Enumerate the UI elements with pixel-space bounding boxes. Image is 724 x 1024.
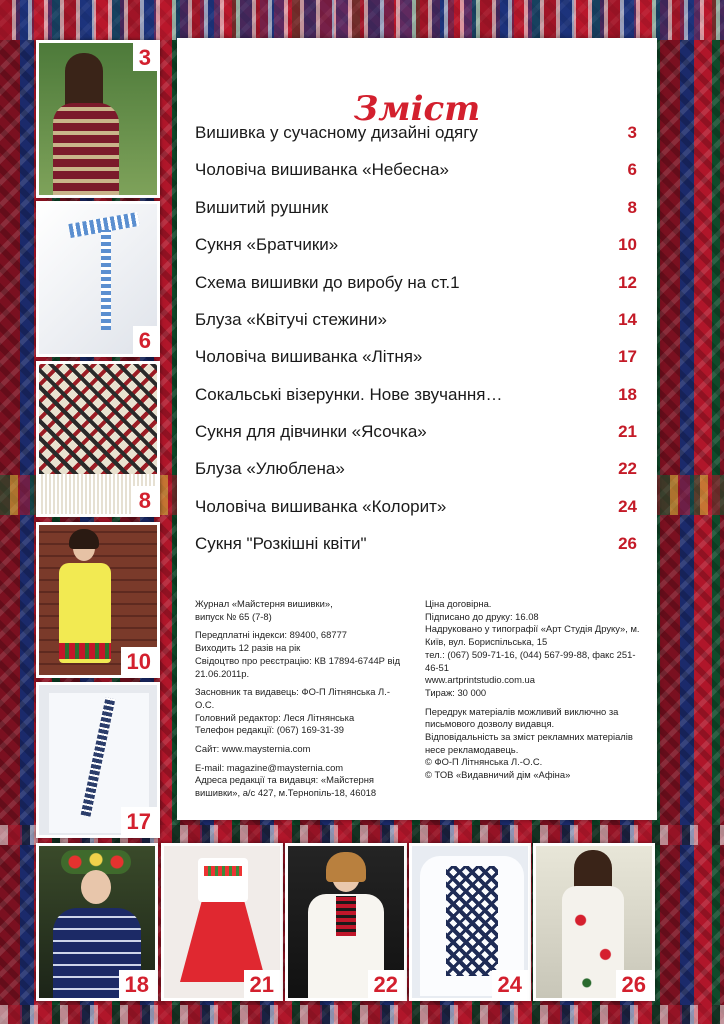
- toc-item-page: 8: [627, 198, 637, 217]
- toc-item-page: 17: [618, 347, 637, 366]
- thumb-page-6[interactable]: [36, 201, 160, 357]
- imprint-line: Надруковано у типографії «Арт Студія Друку», м. Київ, вул. Бориспільська, 15: [425, 623, 643, 648]
- thumb-page-8[interactable]: [36, 361, 160, 517]
- toc-item-page: 3: [627, 123, 637, 142]
- thumb-page-number: 24: [492, 970, 528, 998]
- thumb-page-22[interactable]: [285, 843, 407, 1001]
- thumb-page-21[interactable]: [161, 843, 283, 1001]
- shirt-placket-pattern: [101, 230, 111, 330]
- thumb-page-number: 6: [133, 326, 157, 354]
- imprint-line[interactable]: Сайт: www.maysternia.com: [195, 743, 311, 755]
- thumb-page-26[interactable]: [533, 843, 655, 1001]
- hair: [326, 852, 366, 882]
- toc-item[interactable]: [195, 232, 637, 258]
- toc-item-title: Сукня "Розкішні квіти": [195, 534, 367, 553]
- embroidery-band: [0, 1005, 724, 1024]
- embroidery-band: [0, 0, 724, 40]
- toc-item-title: Блуза «Квітучі стежини»: [195, 310, 387, 329]
- toc-item[interactable]: [195, 157, 637, 183]
- toc-item-page: 21: [618, 422, 637, 441]
- dress-bodice: [198, 858, 248, 902]
- imprint-line: Тираж: 30 000: [425, 686, 487, 698]
- thumb-page-number: 21: [244, 970, 280, 998]
- page-title: Зміст: [353, 89, 481, 129]
- embroidered-blouse: [53, 103, 119, 195]
- thumb-page-17[interactable]: [36, 682, 160, 838]
- shirt-embroidery: [446, 866, 498, 976]
- toc-item[interactable]: [195, 531, 637, 557]
- toc-item[interactable]: [195, 270, 637, 296]
- toc-item-title: Сукня для дівчинки «Ясочка»: [195, 422, 427, 441]
- imprint-line: Підписано до друку: 16.08: [425, 610, 539, 622]
- imprint-line: © ТОВ «Видавничий дім «Афіна»: [425, 769, 571, 781]
- toc-item-title: Чоловіча вишиванка «Колорит»: [195, 497, 447, 516]
- towel-pattern: [39, 364, 157, 474]
- imprint-line: тел.: (067) 509-71-16, (044) 567-99-88, факс 251-46-51: [425, 648, 636, 673]
- thumb-page-number: 17: [121, 807, 157, 835]
- contents-panel: [177, 38, 657, 820]
- toc-item-title: Блуза «Улюблена»: [195, 459, 345, 478]
- imprint-line: Адреса редакції та видавця: «Майстерня вишивки», а/с 427, м.Тернопіль-18, 46018: [195, 774, 377, 799]
- imprint-line: Передплатні індекси: 89400, 68777: [195, 629, 347, 641]
- head: [81, 870, 111, 904]
- toc-item-title: Сукня «Братчики»: [195, 235, 339, 254]
- bodice-embroidery: [204, 866, 242, 876]
- dress-hem-embroidery: [59, 643, 111, 659]
- toc-item[interactable]: [195, 344, 637, 370]
- imprint-line: Відповідальність за зміст рекламних матеріалів несе рекламодавець.: [425, 731, 636, 755]
- toc-item-title: Схема вишивки до виробу на ст.1: [195, 273, 460, 292]
- thumb-page-number: 3: [133, 43, 157, 71]
- toc-item-title: Вишивка у сучасному дизайні одягу: [195, 123, 478, 142]
- toc-item[interactable]: [195, 307, 637, 333]
- toc-item-page: 10: [618, 235, 637, 254]
- thumb-page-10[interactable]: [36, 522, 160, 678]
- toc-item[interactable]: [195, 456, 637, 482]
- toc-item-title: Вишитий рушник: [195, 198, 329, 217]
- toc-item[interactable]: [195, 494, 637, 520]
- toc-item-title: Чоловіча вишиванка «Небесна»: [195, 160, 449, 179]
- thumb-page-24[interactable]: [409, 843, 531, 1001]
- imprint-line: Засновник та видавець: ФО-П Літнянська Л.-О.С.: [195, 686, 390, 710]
- toc-item[interactable]: [195, 382, 637, 408]
- imprint-line: Свідоцтво про реєстрацію: КВ 17894-6744Р від 21.06.2011р.: [195, 654, 403, 679]
- toc-item[interactable]: [195, 419, 637, 445]
- thumb-page-number: 22: [368, 970, 404, 998]
- toc-item-page: 18: [618, 385, 637, 404]
- thumb-page-number: 26: [616, 970, 652, 998]
- imprint-line[interactable]: www.artprintstudio.com.ua: [425, 674, 535, 686]
- toc-item-page: 24: [618, 497, 637, 516]
- toc-item[interactable]: [195, 120, 637, 146]
- toc-item-page: 6: [627, 160, 637, 179]
- thumb-page-number: 10: [121, 647, 157, 675]
- hair: [69, 529, 99, 549]
- thumb-page-number: 18: [119, 970, 155, 998]
- thumb-page-number: 8: [133, 486, 157, 514]
- toc-item-page: 12: [618, 273, 637, 292]
- imprint-line: Ціна договірна.: [425, 598, 492, 609]
- imprint-line: Головний редактор: Леся Літнянська: [195, 711, 355, 723]
- imprint-line[interactable]: E-mail: magazine@maysternia.com: [195, 761, 344, 773]
- blouse-embroidery: [336, 896, 356, 936]
- toc-item-title: Сокальські візерунки. Нове звучання…: [195, 385, 503, 404]
- imprint-right: [425, 598, 645, 782]
- toc-item[interactable]: [195, 195, 637, 221]
- toc-item-title: Чоловіча вишиванка «Літня»: [195, 347, 423, 366]
- imprint-line: Телефон редакції: (067) 169-31-39: [195, 724, 345, 736]
- toc-item-page: 26: [618, 534, 637, 553]
- imprint-line: Журнал «Майстерня вишивки»,: [195, 598, 333, 609]
- imprint-line: © ФО-П Літнянська Л.-О.С.: [425, 756, 543, 768]
- toc-item-page: 22: [618, 459, 637, 478]
- toc-item-page: 14: [618, 310, 637, 329]
- imprint-left: [195, 598, 405, 800]
- thumb-page-3[interactable]: [36, 40, 160, 198]
- thumb-page-18[interactable]: [36, 843, 158, 1001]
- imprint-line: Виходить 12 разів на рік: [195, 642, 301, 654]
- imprint-line: Передрук матеріалів можливий виключно за письмового дозволу видавця.: [425, 705, 621, 730]
- imprint-line: випуск № 65 (7-8): [195, 610, 272, 622]
